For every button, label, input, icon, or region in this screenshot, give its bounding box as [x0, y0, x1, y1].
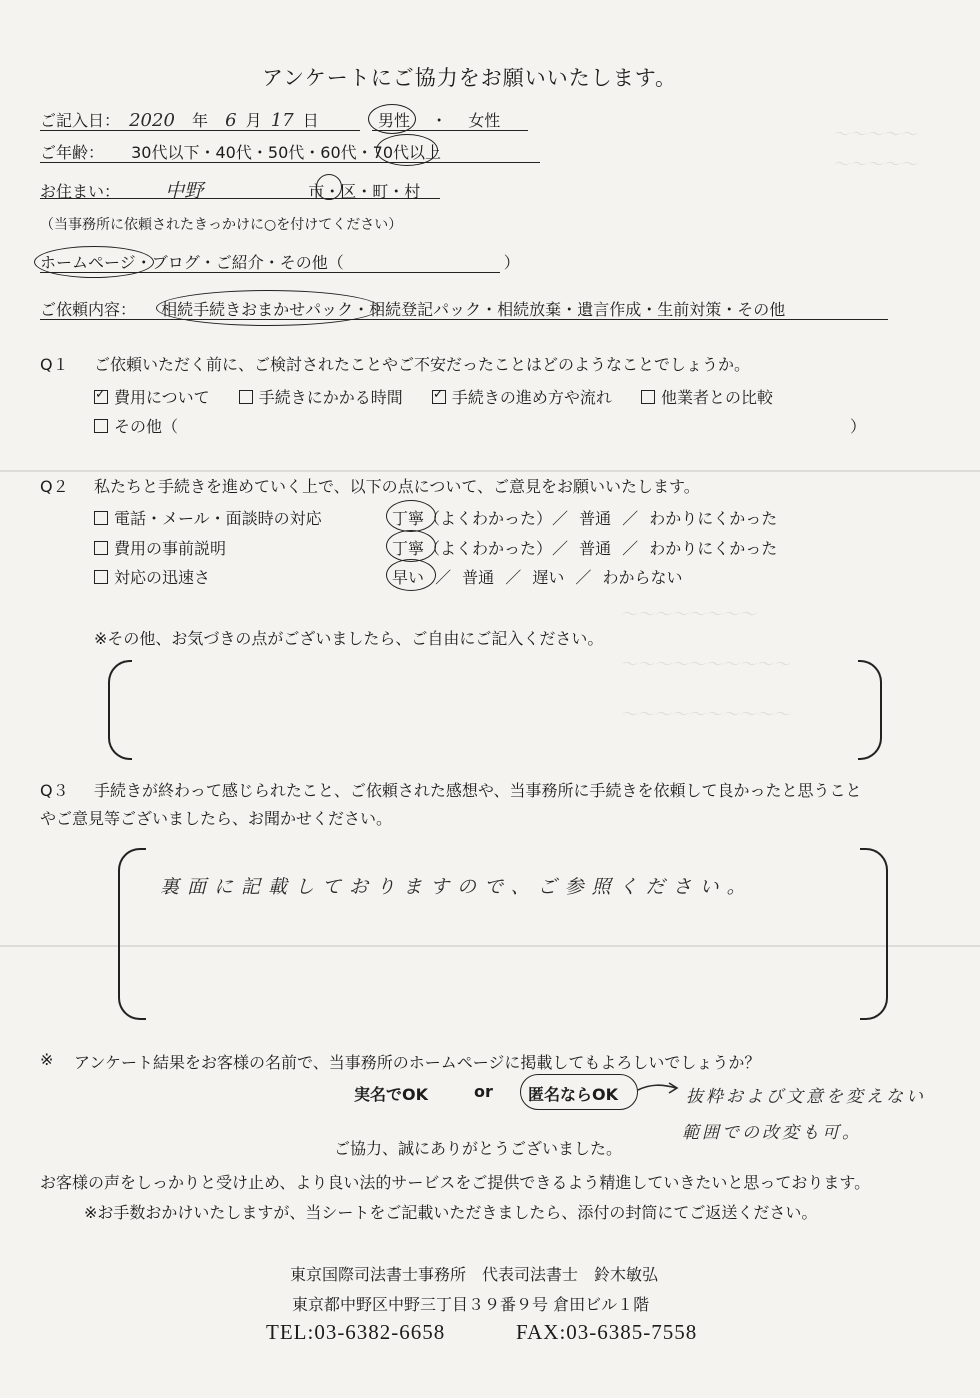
- q2-number: Q２: [40, 477, 69, 496]
- office-tel[interactable]: TEL:03-6382-6658: [266, 1320, 446, 1344]
- q1-option-cost-label: 費用について: [114, 388, 210, 407]
- source-field[interactable]: ホームページ・ブログ・ご紹介・その他（ ）: [40, 250, 500, 273]
- q1-other-close: ）: [850, 417, 867, 436]
- q2-question: 私たちと手続きを進めていく上で、以下の点について、ご意見をお願いいたします。: [94, 477, 700, 496]
- checkbox-icon[interactable]: [239, 390, 253, 404]
- day-suffix: 日: [302, 111, 319, 130]
- age-option-70[interactable]: 70代以上: [372, 143, 442, 162]
- request-option-will[interactable]: 遺言作成: [577, 300, 642, 319]
- bleed-through: ～～～～～: [832, 155, 917, 175]
- checkbox-checked-icon[interactable]: [432, 390, 446, 404]
- month-suffix: 月: [245, 111, 262, 130]
- selection-circle: [34, 246, 154, 278]
- selection-circle: [156, 290, 380, 326]
- request-option-planning[interactable]: 生前対策: [657, 300, 722, 319]
- address-label: お住まい：: [40, 182, 121, 201]
- request-label: ご依頼内容：: [40, 300, 137, 319]
- q2-row-answer[interactable]: 丁寧（よくわかった）／ 普通 ／ わかりにくかった: [392, 539, 778, 558]
- answer-box-right-bracket: [860, 848, 888, 1020]
- publish-handwritten-line1: 抜粋および文意を変えない: [686, 1087, 926, 1107]
- publish-question: アンケート結果をお客様の名前で、当事務所のホームページに掲載してもよろしいでしょうか？: [74, 1053, 761, 1072]
- q3-question-line2: やご意見等ございましたら、お聞かせください。: [40, 809, 393, 828]
- request-field[interactable]: ご依頼内容： 相続手続きおまかせパック・相続登記パック・相続放棄・遺言作成・生前対策・その他: [40, 297, 888, 320]
- request-option-pack[interactable]: 相続手続きおまかせパック: [161, 300, 354, 319]
- checkbox-icon[interactable]: [94, 419, 108, 433]
- q1-other-label: その他（: [114, 417, 179, 436]
- checkbox-icon[interactable]: [94, 541, 108, 555]
- checkbox-icon[interactable]: [94, 570, 108, 584]
- selection-circle: [386, 530, 436, 562]
- checkbox-icon[interactable]: [94, 511, 108, 525]
- age-option-50[interactable]: 50代: [267, 143, 305, 162]
- arrow-icon: [636, 1078, 682, 1098]
- q1-option-compare-label: 他業者との比較: [661, 388, 774, 407]
- q1-number: Q１: [40, 355, 69, 374]
- q2-row-label: 対応の迅速さ: [114, 568, 211, 587]
- selection-circle: [368, 104, 416, 134]
- request-option-registration[interactable]: 相続登記パック: [369, 300, 482, 319]
- bleed-through: ～～～～～～～～～～: [620, 705, 790, 725]
- fold-line: [0, 470, 980, 472]
- source-option-referral[interactable]: ご紹介: [215, 253, 264, 272]
- address-type-options: 市・区・町・村: [308, 182, 421, 201]
- checkbox-icon[interactable]: [641, 390, 655, 404]
- q1-option-time[interactable]: [239, 388, 403, 407]
- entry-date-label: ご記入日：: [40, 111, 121, 130]
- publish-handwritten-line2: 範囲での改変も可。: [682, 1123, 862, 1143]
- q1-question: ご依頼いただく前に、ご検討されたことやご不安だったことはどのようなことでしょうか。: [94, 355, 751, 374]
- entry-year: 2020: [129, 110, 175, 131]
- comment-box-left-bracket: [108, 660, 132, 760]
- q2-comment-area[interactable]: [132, 662, 856, 754]
- q3-question-line1: 手続きが終わって感じられたこと、ご依頼された感想や、当事務所に手続きを依頼して良かったと思うこと: [94, 781, 862, 800]
- address-value: 中野: [165, 180, 204, 202]
- answer-box-left-bracket: [118, 848, 146, 1020]
- checkbox-checked-icon[interactable]: [94, 390, 108, 404]
- fold-line: [0, 945, 980, 947]
- selection-circle: [520, 1074, 638, 1110]
- entry-date[interactable]: [40, 108, 360, 131]
- age-option-30[interactable]: 30代以下: [131, 143, 200, 162]
- publish-or: or: [474, 1082, 493, 1101]
- q1-option-compare[interactable]: [641, 388, 773, 407]
- publish-real-name[interactable]: 実名でOK: [354, 1085, 429, 1104]
- gender-separator: ・: [431, 111, 448, 130]
- selection-circle: [386, 500, 436, 532]
- address-field[interactable]: [40, 176, 440, 202]
- selection-circle: [386, 559, 436, 591]
- age-option-40[interactable]: 40代: [215, 143, 252, 162]
- q3-number: Q３: [40, 781, 69, 800]
- q1-option-time-label: 手続きにかかる時間: [258, 388, 403, 407]
- q1-option-process-label: 手続きの進め方や流れ: [451, 388, 612, 407]
- q2-row-label: 費用の事前説明: [114, 539, 227, 558]
- source-option-blog[interactable]: ブログ: [151, 253, 200, 272]
- publish-mark: ※: [40, 1050, 54, 1069]
- q2-row-cost: [94, 536, 226, 559]
- closing-line2: ※お手数おかけいたしますが、当シートをご記載いただきましたら、添付の封筒にてご返送ください。: [84, 1203, 818, 1222]
- office-fax: FAX:03-6385-7558: [516, 1320, 698, 1344]
- page-title: アンケートにご協力をお願いいたします。: [262, 66, 678, 90]
- bleed-through: ～～～～～～～～～～: [620, 655, 790, 675]
- q2-row-answer[interactable]: 丁寧（よくわかった）／ 普通 ／ わかりにくかった: [392, 509, 778, 528]
- entry-month: 6: [225, 110, 237, 131]
- publish-anonymous[interactable]: 匿名ならOK: [528, 1085, 619, 1104]
- request-option-other[interactable]: その他: [737, 300, 786, 319]
- office-name: 東京国際司法書士事務所 代表司法書士 鈴木敏弘: [290, 1265, 659, 1284]
- bleed-through: ～～～～～: [832, 125, 917, 145]
- comment-box-right-bracket: [858, 660, 882, 760]
- q2-row-speed: [94, 565, 210, 588]
- closing-thanks: ご協力、誠にありがとうございました。: [334, 1139, 623, 1158]
- selection-circle: [376, 134, 438, 166]
- office-address: 東京都中野区中野三丁目３９番９号 倉田ビル１階: [292, 1295, 650, 1314]
- q2-row-answer[interactable]: 早い ／ 普通 ／ 遅い ／ わからない: [392, 568, 683, 587]
- year-suffix: 年: [192, 111, 209, 130]
- q3-answer[interactable]: 裏面に記載しておりますので、ご参照ください。: [160, 876, 754, 898]
- gender-male[interactable]: 男性: [378, 111, 411, 130]
- q1-option-cost[interactable]: [94, 388, 210, 407]
- bleed-through: ～～～～～～～～: [620, 605, 756, 625]
- q1-options: [94, 385, 773, 408]
- age-label: ご年齢：: [40, 143, 105, 162]
- q1-other[interactable]: [94, 414, 178, 437]
- q2-note: ※その他、お気づきの点がございましたら、ご自由にご記入ください。: [94, 629, 604, 648]
- q2-row-response: [94, 506, 322, 529]
- source-note: （当事務所に依頼されたきっかけに○を付けてください）: [40, 217, 403, 233]
- request-option-renunciation[interactable]: 相続放棄: [497, 300, 562, 319]
- age-option-60[interactable]: 60代: [320, 143, 357, 162]
- selection-circle: [316, 174, 342, 200]
- gender-female[interactable]: 女性: [468, 111, 501, 130]
- q1-option-process[interactable]: [432, 388, 612, 407]
- age-field[interactable]: ご年齢： 30代以下・40代・50代・60代・70代以上: [40, 140, 540, 163]
- q2-row-label: 電話・メール・面談時の対応: [114, 509, 322, 528]
- source-option-other[interactable]: その他（ ）: [279, 253, 520, 272]
- source-option-homepage[interactable]: ホームページ: [40, 253, 136, 272]
- entry-day: 17: [270, 110, 294, 131]
- closing-line1: お客様の声をしっかりと受け止め、より良い法的サービスをご提供できるよう精進していきたいと思っております。: [40, 1173, 871, 1192]
